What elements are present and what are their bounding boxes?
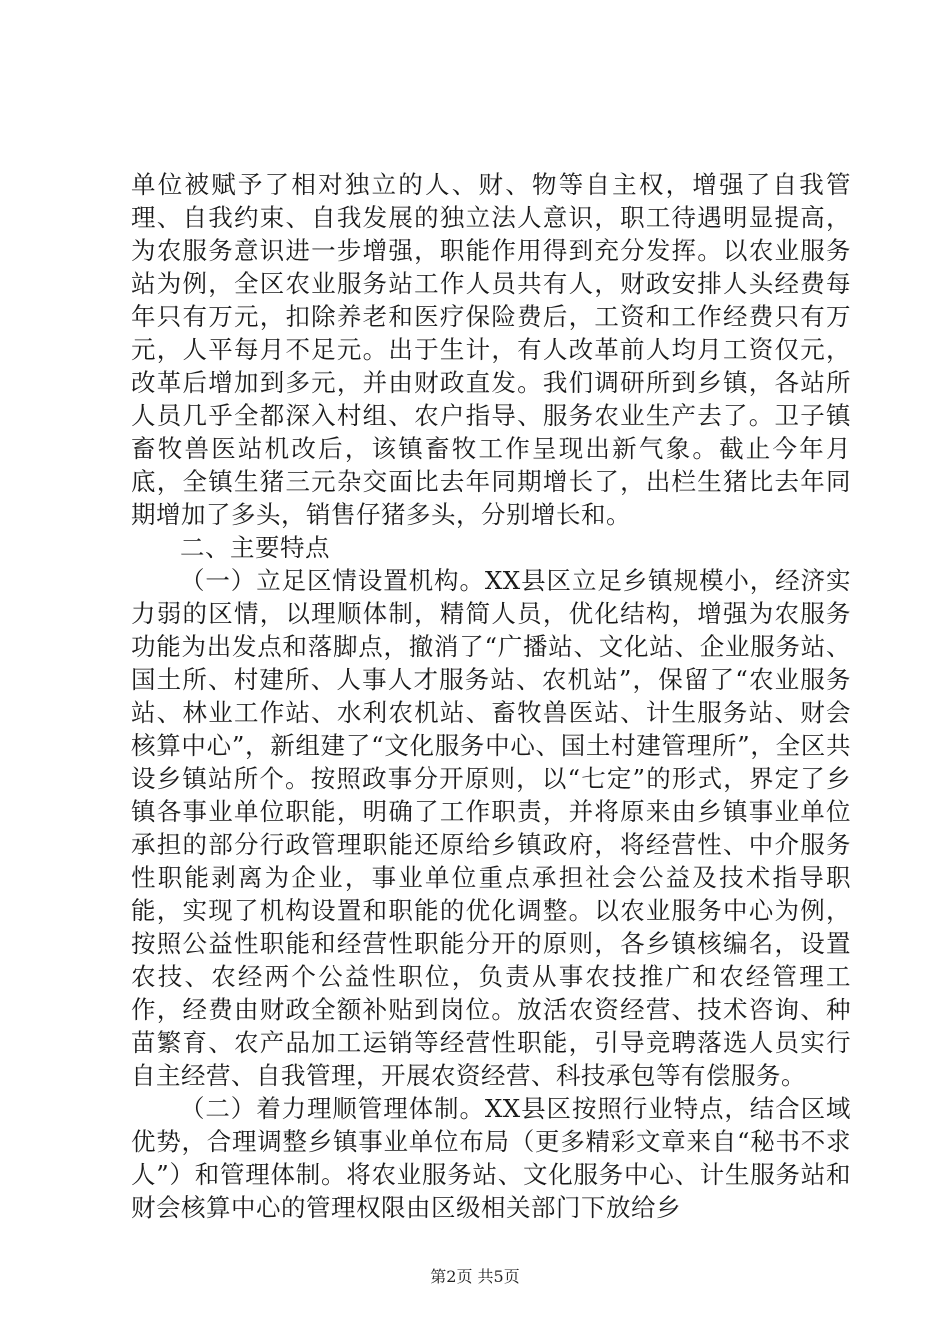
paragraph-continuation: 单位被赋予了相对独立的人、财、物等自主权，增强了自我管理、自我约束、自我发展的独立法人意识，职工待遇明显提高，为农服务意识进一步增强，职能作用得到充分发挥。以农业服务站为例，全区农业服务站工作人员共有人，财政安排人头经费每年只有万元，扣除养老和医疗保险费后，工资和工作经费只有万元，人平每月不足元。出于生计，有人改革前人均月工资仅元，改革后增加到多元，并由财政直发。我们调研所到乡镇，各站所人员几乎全都深入村组、农户指导、服务农业生产去了。卫子镇畜牧兽医站机改后，该镇畜牧工作呈现出新气象。截止今年月底，全镇生猪三元杂交面比去年同期增长了，出栏生猪比去年同期增加了多头，销售仔猪多头，分别增长和。 [131, 170, 851, 529]
page-footer: 第2页 共5页 [430, 1267, 520, 1286]
paragraph-section-1: （一）立足区情设置机构。XX县区立足乡镇规模小，经济实力弱的区情，以理顺体制，精简人员，优化结构，增强为农服务功能为出发点和落脚点，撤消了“广播站、文化站、企业服务站、国土所、村建所、人事人才服务站、农机站”，保留了“农业服务站、林业工作站、水利农机站、畜牧兽医站、计生服务站、财会核算中心”，新组建了“文化服务中心、国土村建管理所”，全区共设乡镇站所个。按照政事分开原则，以“七定”的形式，界定了乡镇各事业单位职能，明确了工作职责，并将原来由乡镇事业单位承担的部分行政管理职能还原给乡镇政府，将经营性、中介服务性职能剥离为企业，事业单位重点承担社会公益及技术指导职能，实现了机构设置和职能的优化调整。以农业服务中心为例，按照公益性职能和经营性职能分开的原则，各乡镇核编名，设置农技、农经两个公益性职位，负责从事农技推广和农经管理工作，经费由财政全额补贴到岗位。放活农资经营、技术咨询、种苗繁育、农产品加工运销等经营性职能，引导竞聘落选人员实行自主经营、自我管理，开展农资经营、科技承包等有偿服务。 [131, 566, 851, 1090]
document-body [131, 168, 851, 1224]
section-heading: 二、主要特点 [180, 533, 330, 562]
paragraph-section-2: （二）着力理顺管理体制。XX县区按照行业特点，结合区域优势，合理调整乡镇事业单位布局（更多精彩文章来自“秘书不求人”）和管理体制。将农业服务站、文化服务中心、计生服务站和财会核算中心的管理权限由区级相关部门下放给乡 [131, 1094, 851, 1222]
